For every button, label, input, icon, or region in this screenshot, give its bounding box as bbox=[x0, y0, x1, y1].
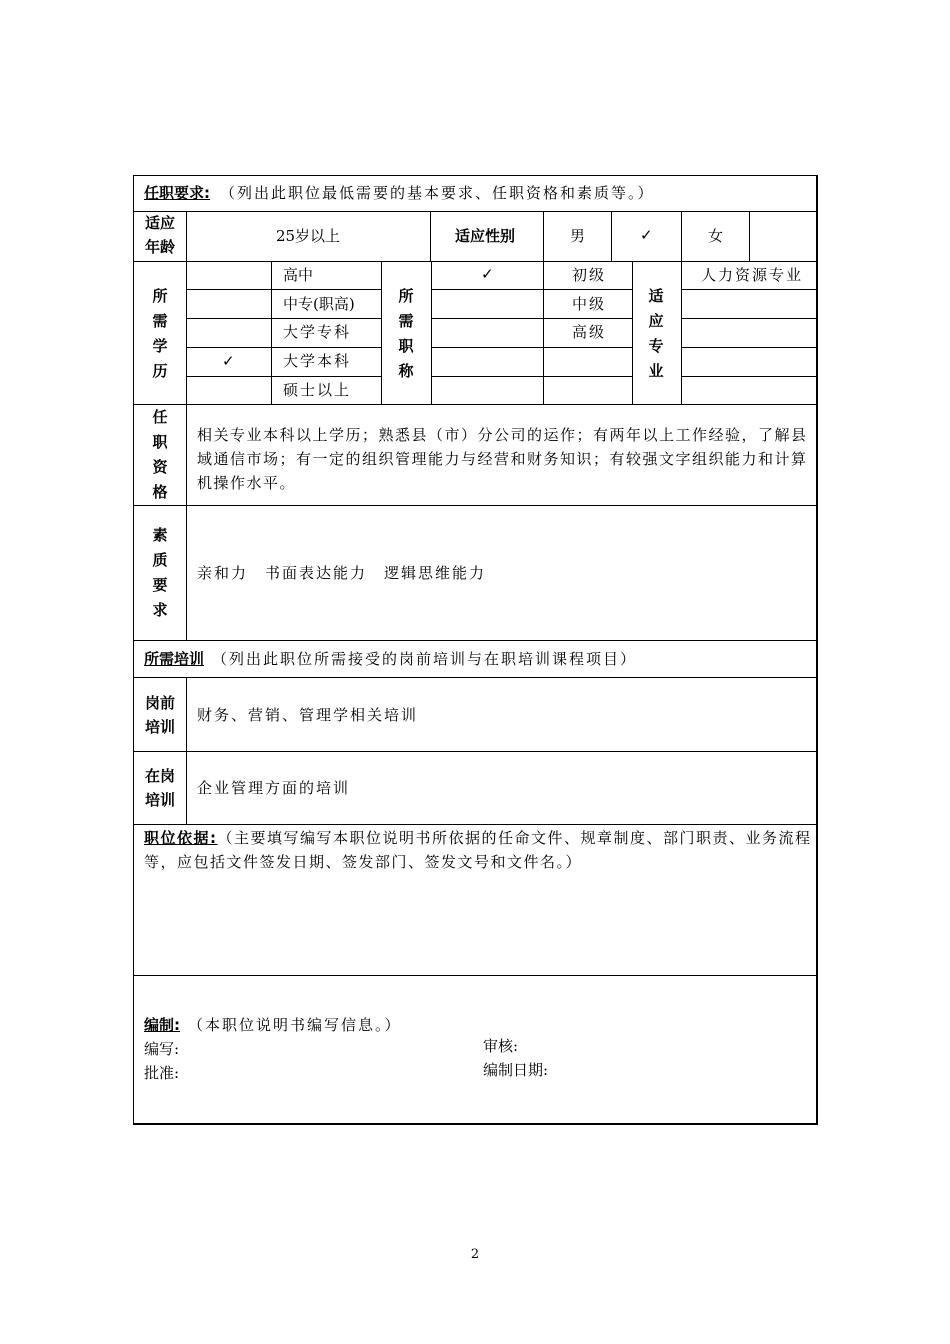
pre-training-text: 财务、营销、管理学相关培训 bbox=[197, 706, 419, 724]
grid-line bbox=[186, 347, 381, 348]
gender-female: 女 bbox=[708, 227, 724, 245]
basis-heading: 职位依据: bbox=[144, 829, 218, 847]
on-training-label-2: 培训 bbox=[145, 791, 176, 809]
major-label: 适 应 专 业 bbox=[648, 287, 664, 380]
row-divider bbox=[133, 975, 818, 976]
row-divider bbox=[133, 640, 818, 641]
grid-line bbox=[186, 289, 381, 290]
title-level: 初级 bbox=[572, 266, 607, 284]
column-divider bbox=[632, 261, 633, 404]
grid-line bbox=[681, 376, 818, 377]
pre-training-label-2: 培训 bbox=[145, 718, 176, 736]
on-training-label-1: 在岗 bbox=[145, 767, 176, 785]
education-level: 中专(职高) bbox=[283, 295, 355, 313]
reviewer-label: 审核: bbox=[483, 1037, 519, 1055]
grid-line bbox=[681, 347, 818, 348]
education-level: 高中 bbox=[283, 266, 314, 284]
training-heading: 所需培训 bbox=[144, 650, 205, 668]
title-level: 中级 bbox=[572, 295, 607, 313]
column-divider bbox=[430, 211, 431, 261]
writer-label: 编写: bbox=[144, 1040, 180, 1058]
on-training-text: 企业管理方面的培训 bbox=[197, 779, 351, 797]
column-divider bbox=[186, 677, 187, 824]
column-divider bbox=[681, 261, 682, 404]
column-divider bbox=[543, 211, 544, 261]
check-mark-icon: ✓ bbox=[222, 352, 235, 370]
grid-line bbox=[681, 289, 818, 290]
grid-line bbox=[431, 347, 632, 348]
age-value: 25岁以上 bbox=[275, 227, 341, 245]
column-divider bbox=[431, 261, 432, 404]
age-label-1: 适应 bbox=[145, 214, 176, 232]
column-divider bbox=[749, 211, 750, 261]
age-label-2: 年龄 bbox=[145, 238, 176, 256]
major-value: 人力资源专业 bbox=[701, 266, 804, 284]
title-label: 所 需 职 称 bbox=[398, 287, 414, 380]
check-mark-icon: ✓ bbox=[640, 226, 653, 244]
row-divider bbox=[133, 677, 818, 678]
grid-line bbox=[681, 318, 818, 319]
education-level: 硕士以上 bbox=[283, 381, 352, 399]
column-divider bbox=[681, 211, 682, 261]
training-note: （列出此职位所需接受的岗前培训与在职培训课程项目） bbox=[212, 650, 638, 668]
column-divider bbox=[271, 261, 272, 404]
page-number: 2 bbox=[470, 1247, 480, 1262]
row-divider bbox=[133, 824, 818, 825]
pre-training-label-1: 岗前 bbox=[145, 694, 176, 712]
education-level: 大学本科 bbox=[283, 352, 352, 370]
quality-text: 亲和力 书面表达能力 逻辑思维能力 bbox=[197, 564, 487, 582]
approver-label: 批准: bbox=[144, 1064, 180, 1082]
qualification-label: 任 职 资 格 bbox=[152, 408, 168, 501]
check-mark-icon: ✓ bbox=[481, 265, 494, 283]
column-divider bbox=[381, 261, 382, 404]
title-level: 高级 bbox=[572, 323, 607, 341]
column-divider bbox=[543, 261, 544, 404]
row-divider bbox=[133, 751, 818, 752]
grid-line bbox=[186, 318, 381, 319]
date-label: 编制日期: bbox=[483, 1061, 549, 1079]
education-level: 大学专科 bbox=[283, 323, 352, 341]
requirements-heading: 任职要求: bbox=[144, 184, 210, 202]
basis-section bbox=[144, 826, 812, 874]
gender-label: 适应性别 bbox=[455, 227, 516, 245]
grid-line bbox=[431, 376, 632, 377]
gender-male: 男 bbox=[570, 227, 586, 245]
column-divider bbox=[186, 211, 187, 640]
compile-heading: 编制: bbox=[144, 1016, 180, 1034]
qualification-text: 相关专业本科以上学历；熟悉县（市）分公司的运作；有两年以上工作经验，了解县域通信市场；有一定的组织管理能力与经营和财务知识；有较强文字组织能力和计算机操作水平。 bbox=[197, 426, 808, 492]
column-divider bbox=[611, 211, 612, 261]
compile-note: （本职位说明书编写信息。） bbox=[188, 1016, 402, 1034]
row-divider bbox=[133, 261, 818, 262]
row-divider bbox=[133, 404, 818, 405]
quality-label: 素 质 要 求 bbox=[152, 526, 168, 619]
grid-line bbox=[431, 318, 632, 319]
requirements-note: （列出此职位最低需要的基本要求、任职资格和素质等。） bbox=[220, 184, 655, 202]
row-divider bbox=[133, 505, 818, 506]
grid-line bbox=[186, 376, 381, 377]
row-divider bbox=[133, 211, 818, 212]
education-label: 所 需 学 历 bbox=[152, 287, 168, 380]
grid-line bbox=[431, 289, 632, 290]
basis-note: （主要填写编写本职位说明书所依据的任命文件、规章制度、部门职责、业务流程等，应包括文件签发日期、签发部门、签发文号和文件名。） bbox=[144, 829, 812, 871]
